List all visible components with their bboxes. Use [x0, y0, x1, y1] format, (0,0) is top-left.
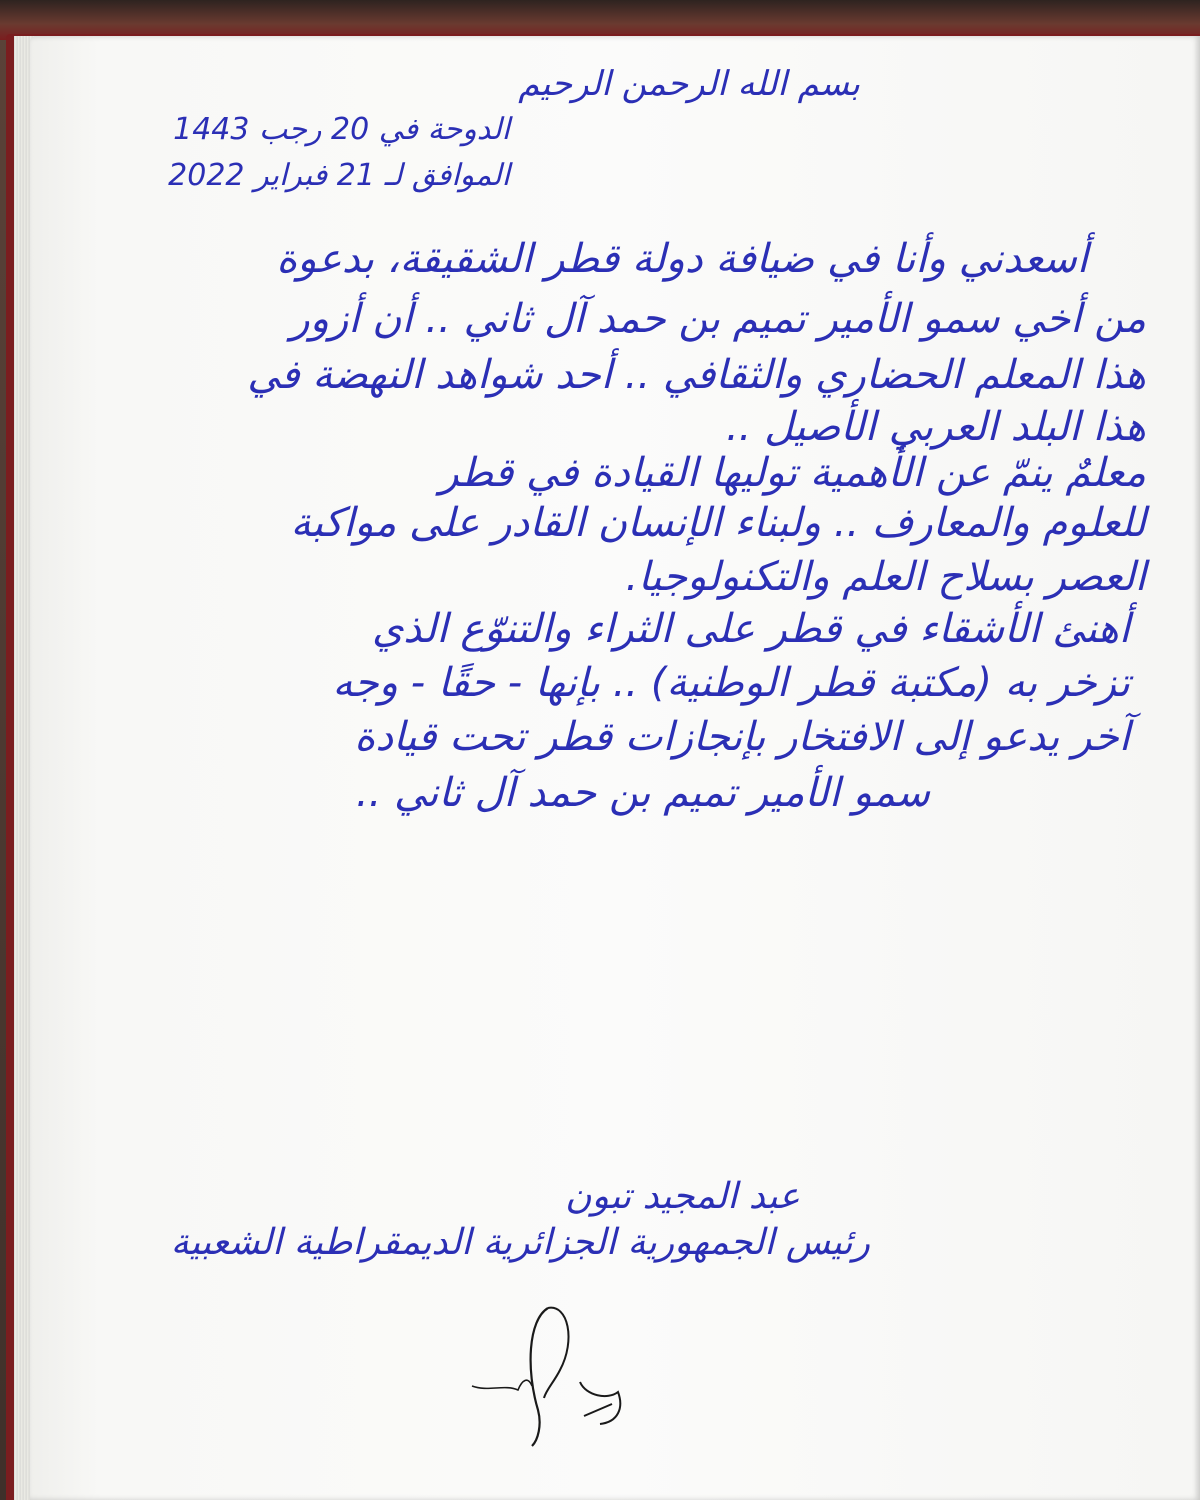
date-gregorian: الموافق لـ 21 فبراير 2022: [168, 158, 510, 193]
signature-stroke: [531, 1308, 548, 1446]
letter-line: معلمٌ ينمّ عن الأهمية توليها القيادة في قطر: [439, 450, 1146, 496]
signature-stroke: [580, 1382, 620, 1424]
letter-line: آخر يدعو إلى الافتخار بإنجازات قطر تحت قيادة: [354, 714, 1130, 760]
letter-line: أسعدني وأنا في ضيافة دولة قطر الشقيقة، بدعوة: [276, 236, 1088, 282]
letter-line: أهنئ الأشقاء في قطر على الثراء والتنوّع الذي: [371, 606, 1130, 652]
signatory-name: عبد المجيد تبون: [565, 1176, 800, 1217]
date-hijri: الدوحة في 20 رجب 1443: [173, 112, 510, 147]
letter-line: سمو الأمير تميم بن حمد آل ثاني ..: [355, 770, 930, 816]
signature-stroke: [544, 1308, 569, 1398]
signature-stroke: [472, 1380, 532, 1390]
signatory-title: رئيس الجمهورية الجزائرية الديمقراطية الشعبية: [170, 1222, 870, 1263]
handwritten-signature: [468, 1300, 668, 1450]
letter-line: للعلوم والمعارف .. ولبناء الإنسان القادر على مواكبة: [290, 500, 1146, 546]
letter-line: العصر بسلاح العلم والتكنولوجيا.: [625, 554, 1146, 600]
letter-line: هذا البلد العربي الأصيل ..: [725, 404, 1146, 450]
letter-line: من أخي سمو الأمير تميم بن حمد آل ثاني .. أن أزور: [290, 296, 1146, 342]
signature-stroke: [584, 1404, 612, 1416]
letter-line: هذا المعلم الحضاري والثقافي .. أحد شواهد النهضة في: [247, 352, 1146, 398]
basmala: بسم الله الرحمن الرحيم: [518, 64, 860, 104]
letter-line: تزخر به (مكتبة قطر الوطنية) .. بإنها - حقًا - وجه: [332, 660, 1130, 706]
